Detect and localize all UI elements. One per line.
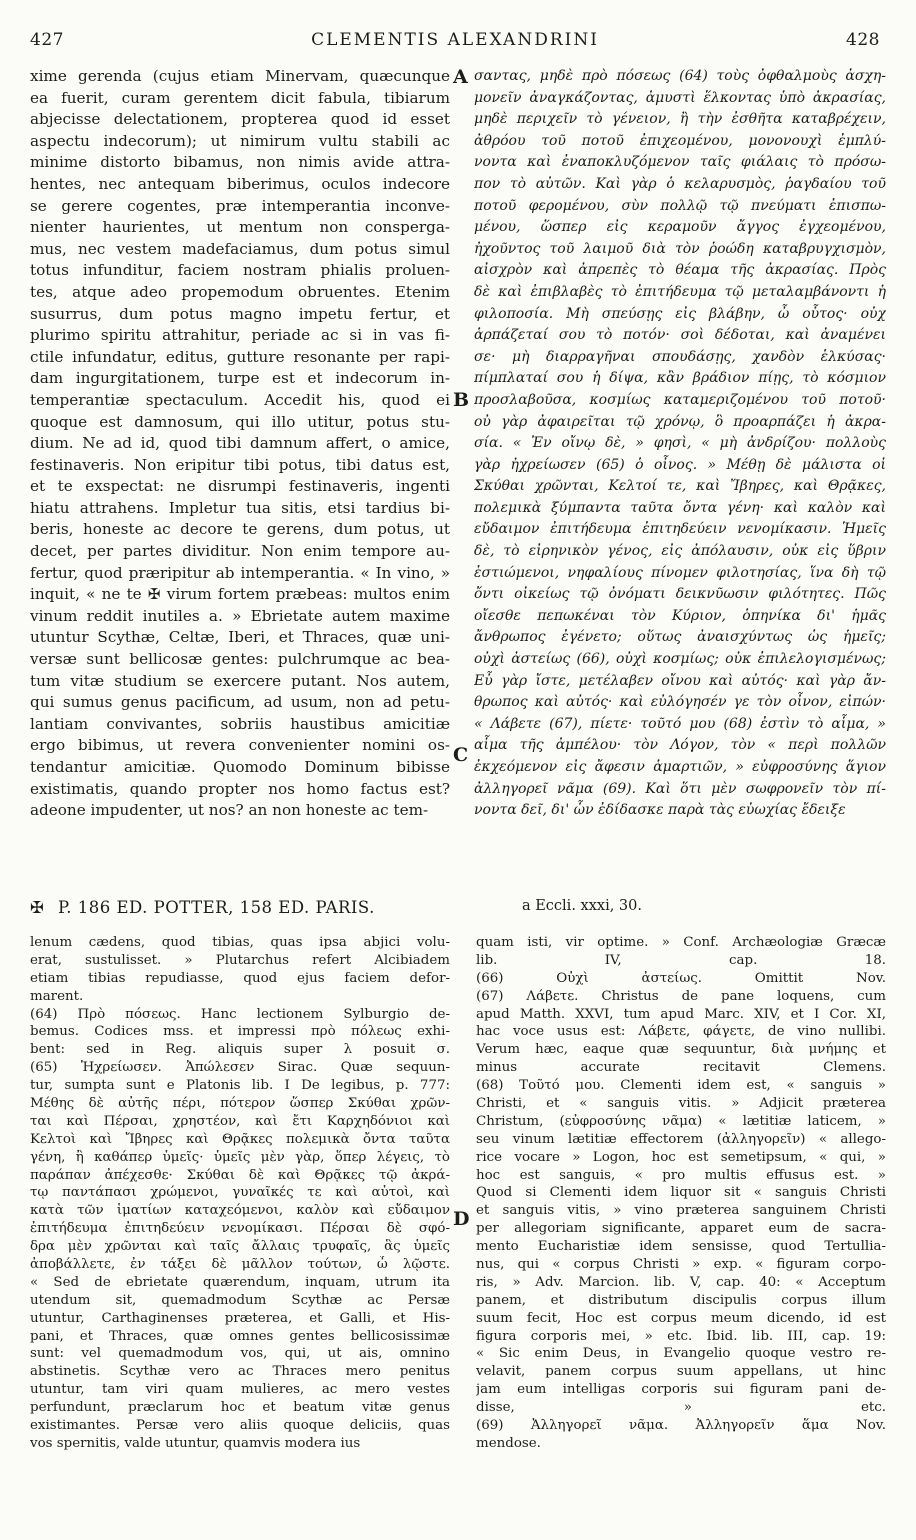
greek-text-line: ἀλληγορεῖ νᾶμα (69). Καὶ ὅτι μὲν σωφρονεῖν τὸν πί-	[474, 780, 886, 797]
latin-text-line: qui sumus genus pacificum, ad usum, non ad petu-	[30, 693, 450, 712]
running-header	[30, 30, 880, 52]
latin-text-line: beris, honeste ac decore te gerens, dum potus, ut	[30, 520, 450, 539]
note-line: et sanguis vitis, » vino præterea sanguinem Christi	[476, 1203, 886, 1219]
note-line: (68) Τοῦτό μου. Clementi idem est, « sanguis »	[476, 1078, 886, 1094]
greek-text-line: οὐχὶ ἀστείως (66), οὐχὶ κοσμίως; οὐκ ἐπιλελογισμένως;	[474, 651, 886, 668]
note-line: παράπαν ἀπέχεσθε· Σκύθαι δὲ καὶ Θρᾷκες τῷ ἀκρά-	[30, 1167, 450, 1183]
note-line: seu vinum lætitiæ effectorem (ἀλληγορεῖν) « allego-	[476, 1131, 886, 1147]
left-page-number: 427	[30, 30, 64, 50]
note-line: Christi, et « sanguis vitis. » Adjicit præterea	[476, 1096, 886, 1112]
note-line: velavit, panem corpus suum appellans, ut hinc	[476, 1364, 886, 1380]
greek-text-line: πίμπλαταί σου ἡ δίψα, κἂν βράδιον πίῃς, τὸ κόσμιον	[474, 370, 886, 387]
edition-reference-line	[30, 898, 880, 920]
note-line: ἀποβάλλετε, ἐν τάξει δὲ μᾶλλον τούτων, ὦ λῷστε.	[30, 1257, 450, 1273]
note-line: minus accurate recitavit Clemens.	[476, 1060, 886, 1076]
note-line: jam eum intelligas corporis sui figuram pani de-	[476, 1382, 886, 1398]
note-line: nus, qui « corpus Christi » exp. « figuram corpo-	[476, 1257, 886, 1273]
latin-text-line: quoque est damnosum, qui illo utitur, potus stu-	[30, 412, 450, 431]
note-line: bemus. Codices mss. et impressi πρὸ πόλεως exhi-	[30, 1024, 450, 1040]
greek-text-line: σία. « Ἐν οἴνῳ δὲ, » φησὶ, « μὴ ἀνδρίζου· πολλοὺς	[474, 435, 886, 452]
note-line: Μέθης δὲ αὐτῆς πέρι, πότερον ὥσπερ Σκύθαι χρῶν-	[30, 1096, 450, 1112]
note-line: hoc est sanguis, « pro multis effusus est. »	[476, 1167, 886, 1183]
note-line: γένη, ἢ καθάπερ ὑμεῖς· ὑμεῖς μὲν γὰρ, ὅπερ λέγεις, τὸ	[30, 1149, 450, 1165]
note-line: ἐπιτήδευμα ἐπιτηδεύειν νενομίκασι. Πέρσαι δὲ σφό-	[30, 1221, 450, 1237]
latin-text-line: fertur, quod præripitur ab intemperantia. « In vino, »	[30, 563, 450, 582]
note-line: (66) Οὐχὶ ἀστείως. Omittit Nov.	[476, 970, 886, 986]
note-line: sunt: vel quemadmodum vos, qui, ut ais, omnino	[30, 1346, 450, 1362]
greek-text-line: αἷμα τῆς ἀμπέλου· τὸν Λόγον, τὸν « περὶ πολλῶν	[474, 737, 886, 754]
greek-text-line: Σκύθαι χρῶνται, Κελτοί τε, καὶ Ἴβηρες, καὶ Θρᾷκες,	[474, 478, 886, 495]
latin-text-line: plurimo spiritu attrahitur, periade ac si in vas fi-	[30, 326, 450, 345]
margin-marker-b: B	[453, 389, 470, 411]
note-line: quam isti, vir optime. » Conf. Archæologiæ Græcæ	[476, 935, 886, 950]
note-line: figura corporis mei, » etc. Ibid. lib. III, cap. 19:	[476, 1328, 886, 1344]
note-line: utendum sit, quemadmodum Scythæ ac Persæ	[30, 1292, 450, 1308]
greek-text-line: δὲ καὶ ἐπιβλαβὲς τὸ ἐπιτήδευμα τῷ μεταλαμβάνοντι ἡ	[474, 283, 886, 300]
latin-text-line: abjecisse delectationem, propterea quod id esset	[30, 110, 450, 129]
latin-text-line: minime distorto bibamus, non nimis avide attra-	[30, 153, 450, 172]
latin-text-line: inquit, « ne te ✠ virum fortem præbeas: multos enim	[30, 585, 450, 604]
note-line: lenum cædens, quod tibias, quas ipsa abjici volu-	[30, 935, 450, 950]
greek-text-line: αἰσχρὸν καὶ ἀπρεπὲς τὸ θέαμα τῆς ἀκρασίας. Πρὸς	[474, 262, 886, 279]
right-page-number: 428	[846, 30, 880, 50]
note-line: mento Eucharistiæ idem sensisse, quod Tertullia-	[476, 1239, 886, 1255]
note-line: etiam tibias repudiasse, quod ejus faciem defor-	[30, 970, 450, 986]
note-line: existimantes. Persæ vero aliis quoque deliciis, quas	[30, 1418, 450, 1434]
cross-icon: ✠	[30, 898, 44, 917]
note-line: τῳ παντάπασι χρώμενοι, γυναῖκές τε καὶ αὐτοὶ, καὶ	[30, 1185, 450, 1201]
note-line: « Sic enim Deus, in Evangelio quoque vestro re-	[476, 1346, 886, 1362]
notes-right-column	[476, 934, 886, 1514]
latin-text-line: dium. Ne ad id, quod tibi damnum affert, o amice,	[30, 434, 450, 453]
latin-text-line: et te exspectat: ne disrumpi festinaveris, ingenti	[30, 477, 450, 496]
note-line: ris, » Adv. Marcion. lib. V, cap. 40: « Acceptum	[476, 1274, 886, 1290]
greek-text-line: σαντας, μηδὲ πρὸ πόσεως (64) τοὺς ὀφθαλμοὺς ἀσχη-	[474, 68, 886, 84]
greek-text-line: εὔδαιμον ἐπιτήδευμα ἐπιτηδεύειν νενομίκασιν. Ἡμεῖς	[474, 521, 886, 538]
latin-text-line: utuntur Scythæ, Celtæ, Iberi, et Thraces, quæ uni-	[30, 628, 450, 647]
latin-text-line: susurrus, dum potus magno impetu fertur, et	[30, 304, 450, 323]
greek-text-line: ἁρπάζεταί σου τὸ ποτόν· σοὶ δέδοται, καὶ ἀναμένει	[474, 327, 886, 344]
greek-text-line: σε· μὴ διαρραγῆναι σπουδάσῃς, χανδὸν ἑλκύσας·	[474, 348, 886, 365]
greek-text-line: φιλοποσία. Μὴ σπεύσῃς εἰς βλάβην, ὦ οὗτος· οὐχ	[474, 305, 886, 322]
note-line: apud Matth. XXVI, tum apud Marc. XIV, et I Cor. XI,	[476, 1006, 886, 1022]
latin-text-line: tendantur amicitiæ. Quomodo Dominum bibisse	[30, 758, 450, 776]
latin-text-line: nienter haurientes, ut mentum non consperga-	[30, 218, 450, 237]
note-line: mendose.	[476, 1435, 541, 1451]
latin-text-line: totus infunditur, faciem nostram phialis proluen-	[30, 261, 450, 280]
greek-text-line: μονεῖν ἀναγκάζοντας, ἀμυστὶ ἕλκοντας ὑπὸ ἀκρασίας,	[474, 89, 886, 106]
latin-text-column	[30, 66, 450, 888]
latin-text-line: ea fuerit, curam gerentem dicit fabula, tibiarum	[30, 88, 450, 107]
latin-text-line: temperantiæ spectaculum. Accedit his, quod ei	[30, 390, 450, 409]
greek-text-line: ἀθρόου τοῦ ποτοῦ ἐπιχεομένου, μονονουχὶ ἐμπλύ-	[474, 132, 886, 149]
greek-text-line: νοντα δεῖ, δι' ὧν ἐδίδασκε παρὰ τὰς εὐωχίας ἔδειξε	[474, 802, 846, 819]
greek-text-column	[474, 66, 886, 888]
latin-text-line: hentes, nec antequam biberimus, oculos indecore	[30, 174, 450, 193]
note-line: bent: sed in Reg. aliquis super λ posuit σ.	[30, 1042, 450, 1058]
greek-text-line: δὲ, τὸ εἰρηνικὸν γένος, εἰς ἀπόλαυσιν, οὐκ εἰς ὕβριν	[474, 543, 886, 560]
greek-text-line: ἑστιώμενοι, νηφαλίους πίνομεν φιλοτησίας, ἵνα δὴ τῷ	[474, 564, 886, 581]
note-line: erat, sustulisset. » Plutarchus refert Alcibiadem	[30, 952, 450, 968]
edition-reference: P. 186 ED. POTTER, 158 ED. PARIS.	[58, 898, 375, 917]
greek-text-line: Εὖ γὰρ ἴστε, μετέλαβεν οἴνου καὶ αὐτός· καὶ γὰρ ἄν-	[474, 672, 886, 689]
note-line: (64) Πρὸ πόσεως. Hanc lectionem Sylburgio de-	[30, 1006, 450, 1022]
latin-text-line: ergo bibimus, ut revera convenienter nomini os-	[30, 736, 450, 755]
margin-marker-c: C	[453, 744, 469, 766]
latin-text-line: vinum reddit inutiles a. » Ebrietate autem maxime	[30, 606, 450, 625]
note-line: panem, et distributum discipulis corpus illum	[476, 1292, 886, 1308]
scripture-footnote: a Eccli. xxxi, 30.	[521, 898, 642, 914]
greek-text-line: νοντα καὶ ἐναποκλυζόμενον ταῖς φιάλαις τὸ πρόσω-	[474, 154, 886, 171]
note-line: lib. IV, cap. 18.	[476, 952, 886, 968]
note-line: pani, et Thraces, quæ omnes gentes bellicosissimæ	[30, 1328, 450, 1344]
note-line: abstinetis. Scythæ vero ac Thraces mero penitus	[30, 1364, 450, 1380]
greek-text-line: ἐκχεόμενον εἰς ἄφεσιν ἁμαρτιῶν, » εὐφροσύνης ἅγιον	[474, 759, 886, 775]
note-line: (69) Ἀλληγορεῖ νᾶμα. Ἀλληγορεῖν ἅμα Nov.	[476, 1418, 886, 1434]
greek-text-line: πον τὸ αὐτῶν. Καὶ γὰρ ὁ κελαρυσμὸς, ῥαγδαίου τοῦ	[474, 175, 886, 192]
greek-text-line: οὐ γὰρ ἀφαιρεῖται τῷ χρόνῳ, ὃ προαρπάζει ἡ ἀκρα-	[474, 413, 886, 430]
greek-text-line: ἠχοῦντος τοῦ λαιμοῦ διὰ τὸν ῥοώδη καταβρυγχισμὸν,	[474, 240, 886, 257]
greek-text-line: ποτοῦ φερομένου, σὺν πολλῷ τῷ πνεύματι ἐπισπω-	[474, 197, 886, 214]
note-line: (67) Λάβετε. Christus de pane loquens, cum	[476, 988, 886, 1004]
latin-text-line: tes, atque adeo propemodum obruentes. Etenim	[30, 282, 450, 301]
latin-text-line: decet, per partes dividitur. Non enim tempore au-	[30, 542, 450, 561]
latin-text-line: versæ sunt bellicosæ gentes: pulchrumque ac bea-	[30, 650, 450, 669]
note-line: suum fecit, Hoc est corpus meum dicendo, id est	[476, 1310, 886, 1326]
greek-text-line: ἄνθρωπος ἐγένετο; οὕτως ἀναισχύντως ὡς ἡμεῖς;	[474, 629, 886, 646]
latin-text-line: xime gerenda (cujus etiam Minervam, quæcunque	[30, 67, 450, 85]
note-line: marent.	[30, 988, 84, 1004]
note-line: utuntur, tam viri quam mulieres, ac mero vestes	[30, 1382, 450, 1398]
latin-text-line: hiatu attrahens. Impletur tua sitis, etsi tardius bi-	[30, 498, 450, 517]
greek-text-line: θρωπος καὶ αὐτός· καὶ εὐλόγησέν γε τὸν οἶνον, εἰπών·	[474, 694, 886, 711]
notes-left-column	[30, 934, 450, 1514]
greek-text-line: προσλαβοῦσα, κοσμίως καταμεριζομένου τοῦ ποτοῦ·	[474, 391, 886, 408]
note-line: utuntur, Carthaginenses præterea, et Galli, et His-	[30, 1310, 450, 1326]
latin-text-line: festinaveris. Non eripitur tibi potus, tibi datus est,	[30, 455, 450, 474]
note-line: vos spernitis, valde utuntur, quamvis modera ius	[30, 1435, 361, 1451]
latin-text-line: ctile infundatur, editus, gutture resonante per rapi-	[30, 347, 450, 366]
note-line: ται καὶ Πέρσαι, χρηστέον, καὶ ἔτι Καρχηδόνιοι καὶ	[30, 1113, 450, 1129]
latin-text-line: lantiam convivantes, sobriis haustibus amicitiæ	[30, 714, 450, 733]
greek-text-line: « Λάβετε (67), πίετε· τοῦτό μου (68) ἐστὶν τὸ αἷμα, »	[474, 715, 886, 732]
note-line: κατὰ τῶν ἱματίων καταχεόμενοι, καλὸν καὶ εὔδαιμον	[30, 1203, 450, 1219]
greek-text-line: μένου, ὥσπερ εἰς κεραμοῦν ἄγγος ἐγχεομένου,	[474, 219, 886, 236]
latin-text-line: mus, nec vestem madefaciamus, dum potus simul	[30, 239, 450, 258]
greek-text-line: πολεμικὰ ξύμπαντα ταῦτα ὄντα γένη· καὶ καλὸν καὶ	[474, 499, 886, 516]
running-title: CLEMENTIS ALEXANDRINI	[311, 30, 599, 50]
latin-text-line: aspectu indecorum); ut nimirum vultu stabili ac	[30, 131, 450, 150]
greek-text-line: οἴεσθε πεπωκέναι τὸν Κύριον, ὁπηνίκα δι' ἡμᾶς	[474, 607, 886, 624]
note-line: rice vocare » Logon, hoc est semetipsum, « qui, »	[476, 1149, 886, 1165]
note-line: perfundunt, præclarum hoc et beatum vitæ genus	[30, 1400, 450, 1416]
latin-text-line: adeone impudenter, ut nos? an non honeste ac tem-	[30, 801, 429, 820]
note-line: disse, » etc.	[476, 1400, 886, 1416]
latin-text-line: dam ingurgitationem, turpe est et indecorum in-	[30, 369, 450, 388]
greek-text-line: γὰρ ἠχρείωσεν (65) ὁ οἶνος. » Μέθῃ δὲ μάλιστα οἱ	[474, 456, 886, 473]
latin-text-line: se gerere cogentes, præ intemperantia inconve-	[30, 196, 450, 215]
note-line: (65) Ἠχρείωσεν. Ἀπώλεσεν Sirac. Quæ sequun-	[30, 1060, 450, 1076]
greek-text-line: ὄντι οἰκείως τῷ ὀνόματι δεικνῦωσιν φιλότητες. Πῶς	[474, 586, 886, 603]
note-line: δρα μὲν χρῶνται καὶ ταῖς ἄλλαις τρυφαῖς, ἃς ὑμεῖς	[30, 1239, 450, 1255]
note-line: Quod si Clementi idem liquor sit « sanguis Christi	[476, 1185, 886, 1201]
note-line: tur, sumpta sunt e Platonis lib. I De legibus, p. 777:	[30, 1078, 450, 1094]
note-line: Verum hæc, eaque quæ sequuntur, διὰ μνήμης et	[476, 1042, 886, 1058]
note-line: Κελτοὶ καὶ Ἴβηρες καὶ Θρᾷκες πολεμικὰ ὄντα ταῦτα	[30, 1131, 450, 1147]
latin-text-line: tum vitæ studium se exercere putant. Nos autem,	[30, 671, 450, 690]
note-line: hac voce usus est: Λάβετε, φάγετε, de vino nullibi.	[476, 1024, 886, 1040]
note-line: per allegoriam significante, apparet eum de sacra-	[476, 1221, 886, 1237]
margin-marker-a: A	[453, 66, 468, 88]
greek-text-line: μηδὲ περιχεῖν τὸ γένειον, ἢ τὴν ἐσθῆτα καταβρέχειν,	[474, 111, 886, 128]
note-line: Christum, (εὐφροσύνης νᾶμα) « lætitiæ laticem, »	[476, 1113, 886, 1129]
margin-marker-d: D	[453, 1208, 470, 1230]
latin-text-line: existimatis, quando propter nos homo factus est?	[30, 779, 450, 798]
note-line: « Sed de ebrietate quærendum, inquam, utrum ita	[30, 1274, 450, 1290]
